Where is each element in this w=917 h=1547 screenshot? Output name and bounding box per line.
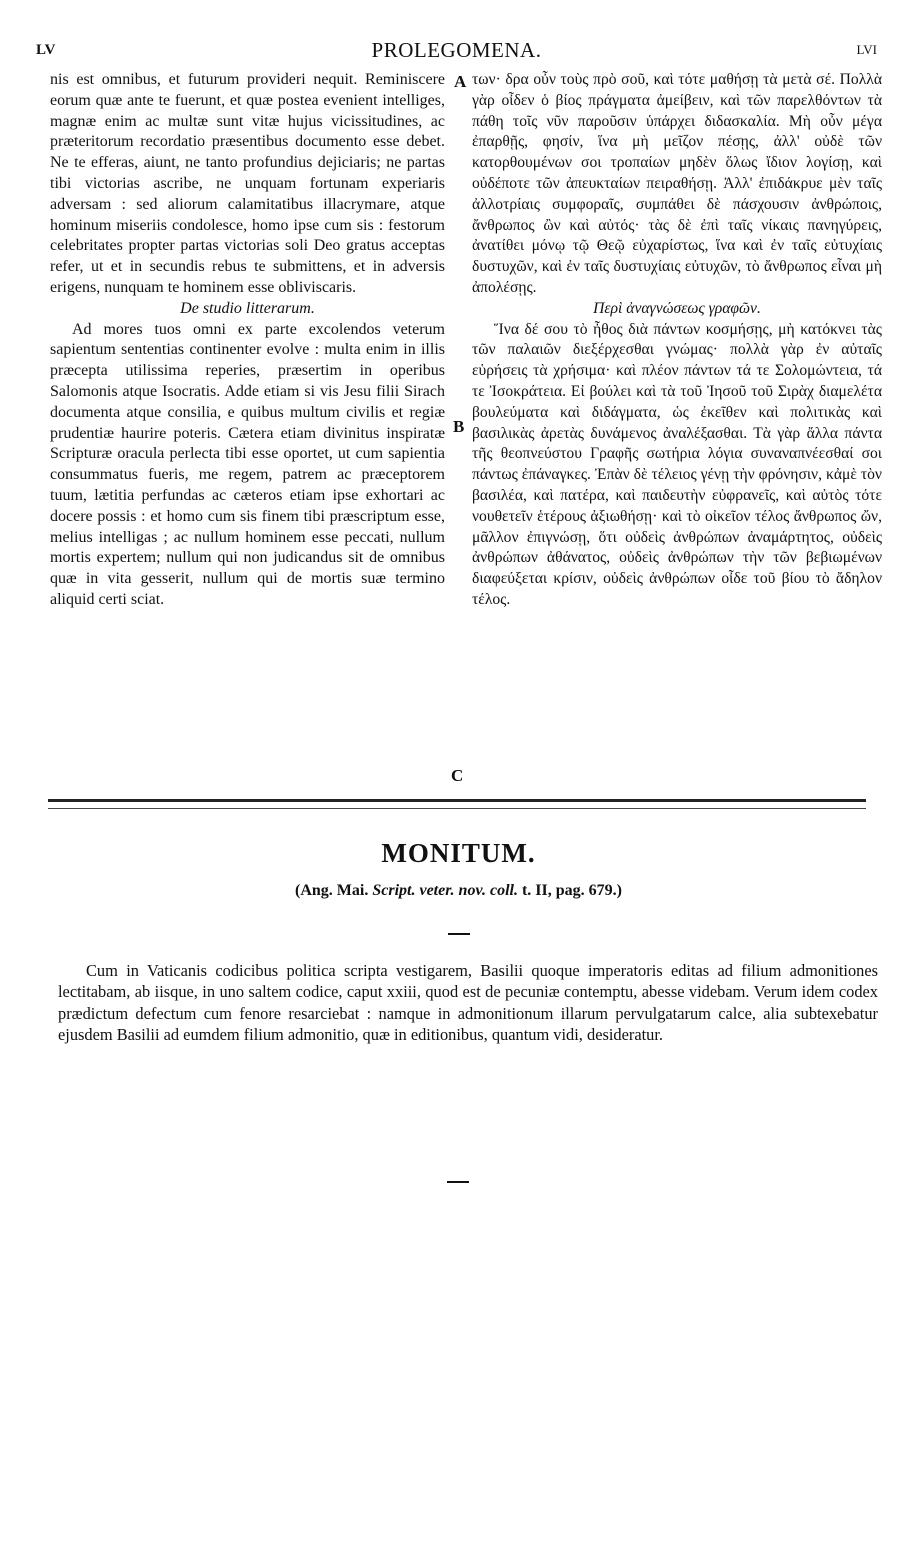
short-dash-divider (448, 933, 470, 935)
running-title: PROLEGOMENA. (371, 38, 542, 62)
left-page-number: LV (36, 42, 56, 58)
margin-marker-a: A (454, 72, 467, 91)
citation-rest: t. II, pag. 679.) (517, 882, 622, 899)
monitum-body: Cum in Vaticanis codicibus politica scripta vestigarem, Basilii quoque imperatoris editas ad filium admonitiones lectitabam, ab iisque, in uno saltem codice, caput xxiii, quod est de pecuniæ contemptu, abesse videbam. Verum idem codex prædictum defectum cum fenore resarciebat : namque in admonitionum illarum pervulgatarum calce, alia subtexebatur ejusdem Basilii ad eumdem filium admonitio, quæ in editionibus, quantum vidi, desideratur. (58, 961, 878, 1044)
margin-marker-c: C (451, 766, 464, 785)
margin-marker-b: B (453, 417, 465, 436)
right-page-number: LVI (856, 42, 877, 57)
section-divider-rule (48, 799, 866, 809)
citation-work: Script. veter. nov. coll. (368, 882, 518, 899)
latin-column (50, 70, 445, 611)
monitum-source-citation (0, 882, 917, 900)
greek-column (472, 70, 882, 611)
citation-open: (Ang. (295, 882, 337, 899)
greek-section-title: Περὶ ἀναγνώσεως γραφῶν. (593, 299, 761, 317)
greek-paragraph-1: των· δρα οὖν τοὺς πρὸ σοῦ, καὶ τότε μαθήσῃ τὰ μετὰ σέ. Πολλὰ γὰρ οἶδεν ὁ βίος πράγματα ἀμείβειν, καὶ τῶν παρελθόντων τὰ πάθη τοῖς νῦν παροῦσιν ὑπάρχει διδασκαλία. Μὴ οὖν μέγα ἐπαρθῇς, φησίν, ἵνα μὴ μεῖζον πέσῃς, ἀλλ' οὐδὲ τῶν κατορθουμένων σοι τροπαίων μηδὲν ὅλως ἴδιον λογίσῃ, καὶ οὐδέποτε τῶν ἀπευκταίων πειραθήσῃ. Ἀλλ' ἐπιδάκρυε μὲν ταῖς ἀλλοτρίαις συμφοραῖς, συμπάθει δὲ πάσχουσιν ἀνθρώποις, ἄνθρωπος ὢν καὶ αὐτός· τὰς δὲ ἐπὶ ταῖς νίκαις πανηγύρεις, ἀνατίθει μόνῳ τῷ Θεῷ εὐχαρίστως, ἵνα καὶ ἐν ταῖς εὐτυχίαις δυστυχῶν, καὶ ἐν ταῖς δυστυχίαις εὐτυχῶν, τὸ ἄνθρωπος εἶναι μὴ ἀπολέσῃς. (472, 71, 882, 296)
end-dash (447, 1181, 469, 1183)
latin-section-title: De studio litterarum. (180, 299, 315, 317)
citation-author: Mai. (336, 882, 369, 899)
running-head (36, 38, 877, 64)
greek-paragraph-2: Ἵνα δέ σου τὸ ἦθος διὰ πάντων κοσμήσῃς, μὴ κατόκνει τὰς τῶν παλαιῶν διεξέρχεσθαι γνώμας· πολλὰ γὰρ ἐν αὐταῖς εὑρήσεις τὰ χρήσιμα· καὶ πλέον πάντων τά τε Σολομώντεια, τά τε Ἰσοκράτεια. Εἰ βούλει καὶ τὰ τοῦ Ἰησοῦ τοῦ Σιρὰχ διαμελέτα βουλεύματα καὶ διδάγματα, ὡς ἐκεῖθεν καὶ πολιτικὰς καὶ βασιλικὰς ἀρετὰς δυνάμενος ἀναλέξασθαι. Τὰ γὰρ ἄλλα πάντα τῆς θεοπνεύστου Γραφῆς σωτήρια λόγια συναναπνέεσθαί σοι πάντως ἐπάναγκες. Ἐπὰν δὲ τέλειος γένῃ τὴν φρόνησιν, κἀμὲ τὸν βασιλέα, καὶ πατέρα, καὶ παιδευτὴν εὐφρανεῖς, καὶ αὐτὸς τότε νουθετεῖν ἑτέρους ἀξιωθήσῃ· καὶ τὸ οἰκεῖον τέλος ἄνθρωπος ὤν, μᾶλλον ἐπιγνώσῃ, ὅτι οὐδεὶς ἀνθρώπων ἀναμάρτητος, οὐδεὶς ἀνθρώπων ἀθάνατος, οὐδεὶς ἀνθρώπων τὴν τῶν βεβιωμένων διαφεύξεται κρίσιν, οὐδεὶς ἀνθρώπων οἶδε τοῦ βίου τὸ ἄδηλον τέλος. (472, 320, 882, 608)
latin-paragraph-1: nis est omnibus, et futurum provideri nequit. Reminiscere eorum quæ ante te fuerunt, et quæ postea evenient intelliges, magnæ enim ac multæ sunt vitæ hujus vicissitudines, ac præteritorum recordatio præsentibus documento esse debet. Ne te efferas, aiunt, ne tanto profundius dejiciaris; ne partas tibi victorias ascribe, ne unquam fortunam experiaris adversam : sed aliorum calamitatibus illacrymare, atque hominum miseriis condolesce, homo ipse cum sis : festorum celebritates propter partas victorias soli Deo gratus acceptas refer, ut et in secundis rebus te submittens, et in adversis erigens, nunquam te hominem esse obliviscaris. (50, 71, 445, 296)
two-column-text (50, 70, 882, 785)
monitum-title: MONITUM. (381, 838, 536, 868)
latin-paragraph-2: Ad mores tuos omni ex parte excolendos veterum sapientum sententias continenter evolve : multa enim in illis præcepta utilissima reperies, præsertim in operibus Salomonis atque Isocratis. Adde etiam si vis Jesu filii Sirach documenta atque consilia, e quibus multum civilis et regiæ prudentiæ haurire poteris. Cætera etiam divinitus inspiratæ Scripturæ oracula perlecta tibi esse oportet, ut cum sapientia consummatus fueris, me regem, patrem ac præceptorem tuum, lætitia perfundas ac cæteros etiam ipse exhortari ac docere possis : et homo cum sis finem tibi præscriptum esse, melius intelligas ; ac nullum hominem esse peccati, nullum mortis expertem; nullum qui non judicandus sit de omnibus quæ in vita gesserit, nullum qui de mortis suæ termino aliquid certi sciat. (50, 320, 445, 608)
